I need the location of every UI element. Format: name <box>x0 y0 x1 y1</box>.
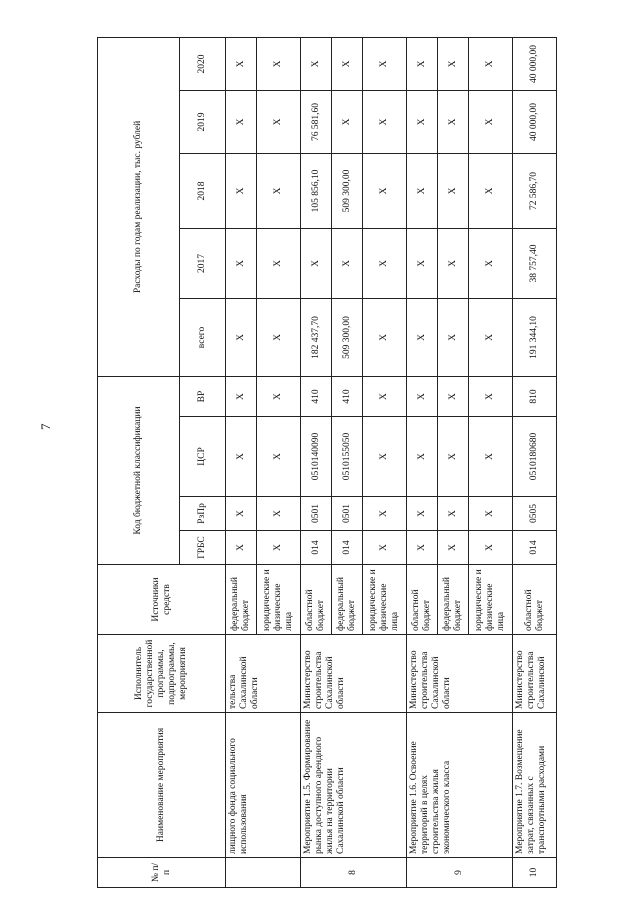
row-csr: Х <box>438 417 469 497</box>
header-2018: 2018 <box>180 153 226 228</box>
row-source: юридические и физические лица <box>469 565 513 635</box>
header-csr: ЦСР <box>180 417 226 497</box>
row-source: областной бюджет <box>407 565 438 635</box>
row-vr: Х <box>257 376 301 416</box>
row-csr: Х <box>257 417 301 497</box>
row-name: лищного фонда социального использования <box>226 713 301 858</box>
row-2018: Х <box>226 153 257 228</box>
row-2018: Х <box>407 153 438 228</box>
row-source: областной бюджет <box>300 565 331 635</box>
row-csr: 0510140090 <box>300 417 331 497</box>
row-2020: Х <box>407 37 438 90</box>
row-total: 191 344,10 <box>513 298 557 376</box>
row-2019: Х <box>438 90 469 153</box>
row-vr: 410 <box>332 376 363 416</box>
row-csr: 0510180680 <box>513 417 557 497</box>
row-csr: Х <box>363 417 407 497</box>
header-2020: 2020 <box>180 37 226 90</box>
row-name: Мероприятие 1.7. Возмещение затрат, связанных с транспортными расходами <box>513 713 557 858</box>
row-2020: Х <box>300 37 331 90</box>
row-num: 8 <box>300 858 406 888</box>
header-num: № п/п <box>98 858 226 888</box>
row-2017: Х <box>226 228 257 298</box>
header-budget-code: Код бюджетной классификации <box>98 376 180 564</box>
header-grbs: ГРБС <box>180 531 226 565</box>
row-rzpr: 0505 <box>513 497 557 531</box>
row-total: Х <box>438 298 469 376</box>
row-csr: Х <box>469 417 513 497</box>
header-vr: ВР <box>180 376 226 416</box>
row-executor: Министерство строительства Сахалинской <box>513 635 557 713</box>
header-rzpr: РзПр <box>180 497 226 531</box>
row-vr: Х <box>363 376 407 416</box>
row-grbs: 014 <box>513 531 557 565</box>
row-total: 182 437,70 <box>300 298 331 376</box>
row-2020: Х <box>257 37 301 90</box>
row-2019: 40 000,00 <box>513 90 557 153</box>
page-number: 7 <box>38 423 53 430</box>
row-2017: Х <box>438 228 469 298</box>
table-row <box>226 37 257 887</box>
row-vr: Х <box>438 376 469 416</box>
row-rzpr: 0501 <box>300 497 331 531</box>
header-2019: 2019 <box>180 90 226 153</box>
row-source: федеральный бюджет <box>332 565 363 635</box>
row-2019: Х <box>407 90 438 153</box>
row-grbs: Х <box>438 531 469 565</box>
row-executor: Министерство строительства Сахалинской области <box>407 635 513 713</box>
row-2019: 76 581,60 <box>300 90 331 153</box>
row-name: Мероприятие 1.6. Освоение территорий в целях строительства жилья экономического класса <box>407 713 513 858</box>
row-2019: Х <box>257 90 301 153</box>
row-executor: тельства Сахалинской области <box>226 635 301 713</box>
row-rzpr: Х <box>257 497 301 531</box>
row-2019: Х <box>226 90 257 153</box>
row-2019: Х <box>469 90 513 153</box>
table-row <box>300 37 331 887</box>
row-rzpr: Х <box>438 497 469 531</box>
row-2017: Х <box>363 228 407 298</box>
row-total: Х <box>363 298 407 376</box>
row-2017: Х <box>257 228 301 298</box>
row-csr: Х <box>407 417 438 497</box>
row-source: федеральный бюджет <box>438 565 469 635</box>
row-2020: Х <box>438 37 469 90</box>
row-grbs: 014 <box>300 531 331 565</box>
row-name: Мероприятие 1.5. Формирование рынка доступного арендного жилья на территории Сахалинской области <box>300 713 406 858</box>
row-2018: Х <box>438 153 469 228</box>
row-csr: Х <box>226 417 257 497</box>
row-vr: Х <box>226 376 257 416</box>
row-grbs: Х <box>407 531 438 565</box>
row-source: федеральный бюджет <box>226 565 257 635</box>
budget-table <box>97 37 557 888</box>
row-2018: Х <box>469 153 513 228</box>
row-source: юридические и физические лица <box>257 565 301 635</box>
row-2020: Х <box>332 37 363 90</box>
table-row <box>513 37 557 887</box>
row-2018: 509 300,00 <box>332 153 363 228</box>
row-executor: Министерство строительства Сахалинской области <box>300 635 406 713</box>
row-2020: Х <box>469 37 513 90</box>
row-rzpr: Х <box>407 497 438 531</box>
row-num: 10 <box>513 858 557 888</box>
row-total: Х <box>257 298 301 376</box>
row-2017: Х <box>300 228 331 298</box>
row-2018: Х <box>363 153 407 228</box>
row-rzpr: 0501 <box>332 497 363 531</box>
row-2018: Х <box>257 153 301 228</box>
row-grbs: Х <box>469 531 513 565</box>
row-2017: Х <box>407 228 438 298</box>
header-sources: Источники средств <box>98 565 226 635</box>
row-2017: Х <box>332 228 363 298</box>
row-2017: Х <box>469 228 513 298</box>
row-source: юридические и физические лица <box>363 565 407 635</box>
row-grbs: Х <box>226 531 257 565</box>
row-2018: 72 586,70 <box>513 153 557 228</box>
row-source: областной бюджет <box>513 565 557 635</box>
row-vr: Х <box>469 376 513 416</box>
row-grbs: Х <box>257 531 301 565</box>
row-num <box>226 858 301 888</box>
row-total: Х <box>469 298 513 376</box>
row-rzpr: Х <box>226 497 257 531</box>
header-total: всего <box>180 298 226 376</box>
row-2018: 105 856,10 <box>300 153 331 228</box>
header-executor: Исполнитель государственной программы, подпрограммы, мероприятия <box>98 635 226 713</box>
table-row <box>407 37 438 887</box>
row-2020: Х <box>226 37 257 90</box>
row-rzpr: Х <box>363 497 407 531</box>
row-vr: Х <box>407 376 438 416</box>
row-total: Х <box>407 298 438 376</box>
header-2017: 2017 <box>180 228 226 298</box>
row-2020: 40 000,00 <box>513 37 557 90</box>
row-num: 9 <box>407 858 513 888</box>
row-grbs: Х <box>363 531 407 565</box>
header-expenses: Расходы по годам реализации, тыс. рублей <box>98 37 180 376</box>
row-2019: Х <box>363 90 407 153</box>
header-name: Наименование мероприятия <box>98 713 226 858</box>
row-vr: 410 <box>300 376 331 416</box>
row-2019: Х <box>332 90 363 153</box>
row-2017: 38 757,40 <box>513 228 557 298</box>
budget-table-container <box>97 38 557 888</box>
row-2020: Х <box>363 37 407 90</box>
row-total: 509 300,00 <box>332 298 363 376</box>
row-csr: 0510155050 <box>332 417 363 497</box>
row-vr: 810 <box>513 376 557 416</box>
row-rzpr: Х <box>469 497 513 531</box>
row-grbs: 014 <box>332 531 363 565</box>
row-total: Х <box>226 298 257 376</box>
